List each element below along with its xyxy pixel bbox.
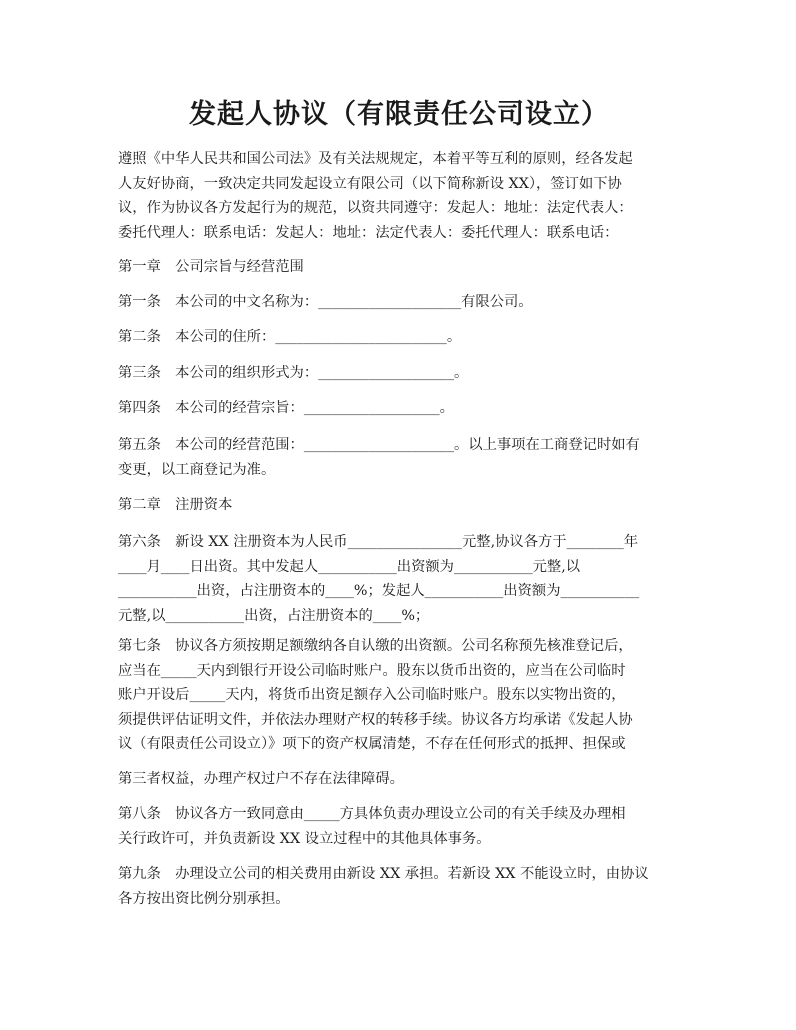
article-4-text: 第四条 本公司的经营宗旨：___________________。 [118,400,454,416]
intro-line: 委托代理人：联系电话：发起人：地址：法定代表人：委托代理人：联系电话： [118,224,619,241]
article-7-cont-text: 第三者权益，办理产权过户不存在法律障碍。 [118,771,404,787]
article-7-line: 议（有限责任公司设立）》项下的资产权属清楚，不存在任何形式的抵押、担保或 [118,736,626,752]
chapter-1-text: 第一章 公司宗旨与经营范围 [118,259,304,275]
chapter-1-heading [118,255,680,280]
article-7-line: 须提供评估证明文件，并依法办理财产权的转移手续。协议各方均承诺《发起人协 [118,711,633,728]
article-8 [118,802,680,851]
article-9-line: 各方按出资比例分别承担。 [118,890,290,907]
intro-line: 人友好协商，一致决定共同发起设立有限公司（以下简称新设 XX），签订如下协 [118,175,622,192]
article-6-line: 第六条 新设 XX 注册资本为人民币________________元整,协议各方于________年 [118,534,639,550]
intro-line: 议，作为协议各方发起行为的规范，以资共同遵守：发起人：地址：法定代表人： [118,200,633,216]
article-1 [118,290,680,315]
article-5-line: 第五条 本公司的经营范围：_____________________。以上事项在工商登记时如有 [118,437,640,453]
article-6-line: ___________出资，占注册资本的____%；发起人___________出资额为___________ [118,583,640,599]
article-7 [118,634,680,757]
article-6-line: ____月____日出资。其中发起人___________出资额为___________元整,以 [118,558,581,575]
article-9 [118,862,680,911]
article-2-text: 第二条 本公司的住所：________________________。 [118,329,462,345]
article-7-line: 账户开设后_____天内，将货币出资足额存入公司临时账户。股东以实物出资的， [118,687,626,703]
chapter-2-heading [118,493,680,518]
article-5-line: 变更，以工商登记为准。 [118,461,276,478]
article-3-text: 第三条 本公司的组织形式为：___________________。 [118,365,469,381]
article-8-line: 第八条 协议各方一致同意由_____方具体负责办理设立公司的有关手续及办理相 [118,806,626,822]
article-4 [118,396,680,421]
chapter-2-text: 第二章 注册资本 [118,497,233,513]
intro-line: 遵照《中华人民共和国公司法》及有关法规规定，本着平等互利的原则，经各发起 [118,151,633,167]
article-8-line: 关行政许可，并负责新设 XX 设立过程中的其他具体事务。 [118,830,491,847]
article-2 [118,325,680,350]
article-3 [118,361,680,386]
article-9-line: 第九条 办理设立公司的相关费用由新设 XX 承担。若新设 XX 不能设立时，由协议 [118,866,649,882]
document-title: 发起人协议（有限责任公司设立） [189,99,609,130]
intro-paragraph [118,147,680,245]
article-7-line: 应当在_____天内到银行开设公司临时账户。股东以货币出资的，应当在公司临时 [118,662,626,679]
article-6 [118,530,680,628]
article-5 [118,433,680,482]
article-1-text: 第一条 本公司的中文名称为：____________________有限公司。 [118,294,533,310]
article-7-continued [118,767,680,792]
article-6-line: 元整,以___________出资，占注册资本的____%； [118,607,430,624]
article-7-line: 第七条 协议各方须按期足额缴纳各自认缴的出资额。公司名称预先核准登记后， [118,638,633,654]
